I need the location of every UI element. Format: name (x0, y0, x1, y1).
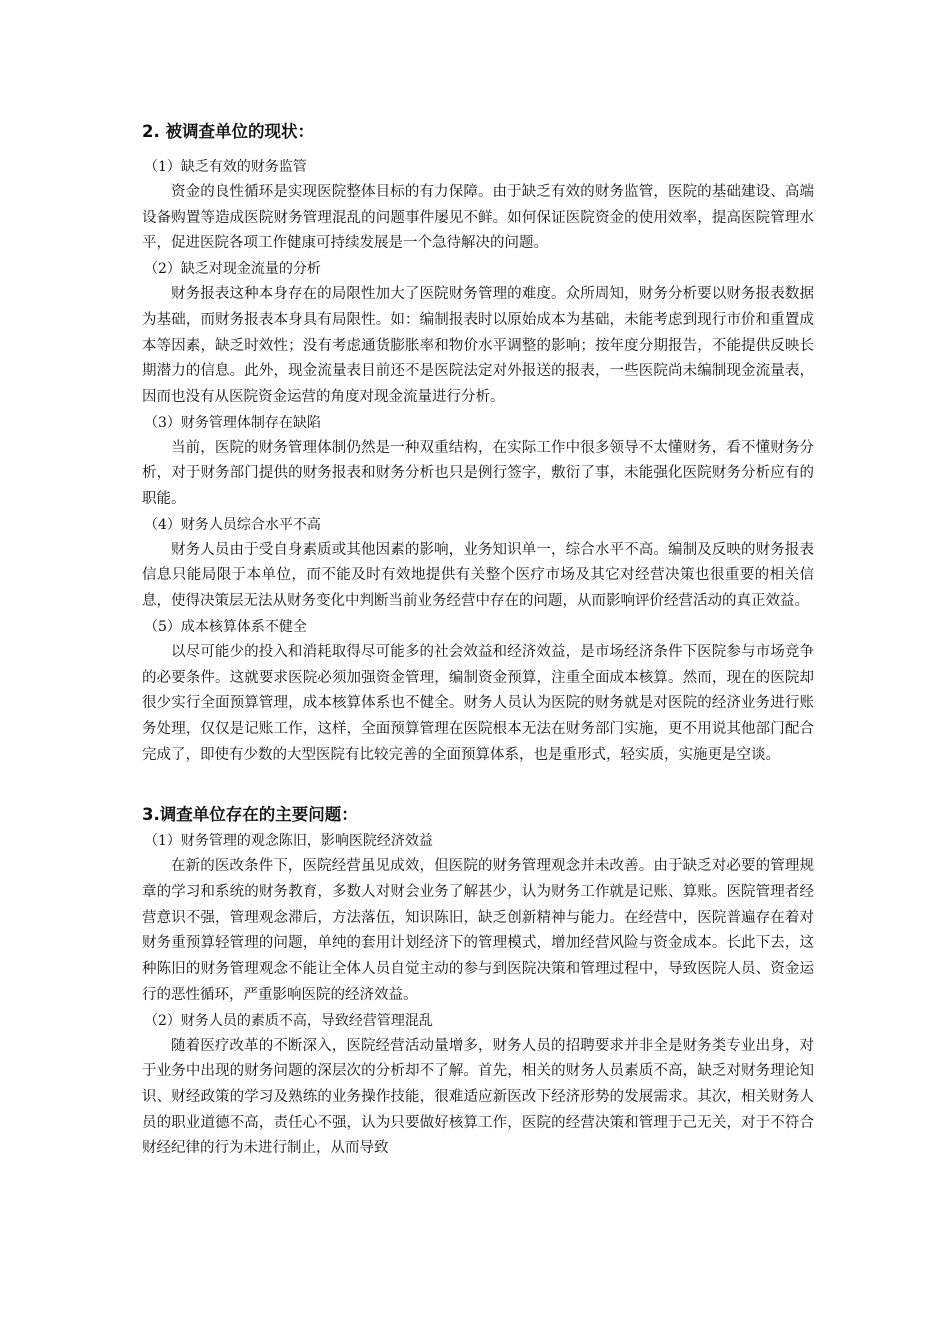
subsection-title: （4）财务人员综合水平不高 (144, 516, 321, 533)
paragraph: 财务报表这种本身存在的局限性加大了医院财务管理的难度。众所周知，财务分析要以财务报表数据为基础，而财务报表本身具有局限性。如：编制报表时以原始成本为基础，未能考虑到现行市价和重置成本等因素，缺乏时效性；没有考虑通货膨胀率和物价水平调整的影响；按年度分期报告，不能提供反映长期潜力的信息。此外，现金流量表目前还不是医院法定对外报送的报表，一些医院尚未编制现金流量表，因而也没有从医院资金运营的角度对现金流量进行分析。 (142, 286, 814, 405)
subsection-title: （2）缺乏对现金流量的分析 (144, 261, 321, 278)
section-heading-problems: 3.调查单位存在的主要问题： (142, 805, 358, 825)
spacer (142, 146, 814, 155)
section-heading-status: 2. 被调查单位的现状： (142, 122, 314, 141)
subsection-title: （5）成本核算体系不健全 (144, 618, 307, 635)
spacer (142, 768, 814, 801)
paragraph: 随着医疗改革的不断深入，医院经营活动量增多，财务人员的招聘要求并非全是财务类专业出身，对于业务中出现的财务问题的深层次的分析却不了解。首先，相关的财务人员素质不高，缺乏对财务理论知识、财经政策的学习及熟练的业务操作技能，很难适应新医改下经济形势的发展需求。其次，相关财务人员的职业道德不高，责任心不强，认为只要做好核算工作，医院的经营决策和管理于己无关，对于不符合财经纪律的行为未进行制止，从而导致 (142, 1037, 814, 1157)
paragraph: 财务人员由于受自身素质或其他因素的影响，业务知识单一，综合水平不高。编制及反映的财务报表信息只能局限于本单位，而不能及时有效地提供有关整个医疗市场及其它对经营决策也很重要的相关信息，使得决策层无法从财务变化中判断当前业务经营中存在的问题，从而影响评价经营活动的真正效益。 (142, 541, 814, 610)
paragraph: 在新的医改条件下，医院经营虽见成效，但医院的财务管理观念并未改善。由于缺乏对必要的管理规章的学习和系统的财务教育，多数人对财会业务了解甚少，认为财务工作就是记账、算账。医院管理者经营意识不强，管理观念滞后，方法落伍，知识陈旧，缺乏创新精神与能力。在经营中，医院普遍存在着对财务重预算轻管理的问题，单纯的套用计划经济下的管理模式，增加经营风险与资金成本。长此下去，这种陈旧的财务管理观念不能让全体人员自觉主动的参与到医院决策和管理过程中，导致医院人员、资金运行的恶性循环，严重影响医院的经济效益。 (142, 858, 814, 1003)
subsection-title: （3）财务管理体制存在缺陷 (144, 414, 321, 431)
subsection-title: （2）财务人员的素质不高，导致经营管理混乱 (144, 1012, 433, 1029)
paragraph: 以尽可能少的投入和消耗取得尽可能多的社会效益和经济效益，是市场经济条件下医院参与市场竞争的必要条件。这就要求医院必须加强资金管理，编制资金预算，注重全面成本核算。然而，现在的医院却很少实行全面预算管理，成本核算体系也不健全。财务人员认为医院的财务就是对医院的经济业务进行账务处理，仅仅是记账工作，这样，全面预算管理在医院根本无法在财务部门实施，更不用说其他部门配合完成了，即使有少数的大型医院有比较完善的全面预算体系，也是重形式，轻实质，实施更是空谈。 (142, 643, 814, 763)
subsection-title: （1）财务管理的观念陈旧，影响医院经济效益 (144, 833, 433, 850)
paragraph: 资金的良性循环是实现医院整体目标的有力保障。由于缺乏有效的财务监管，医院的基础建设、高端设备购置等造成医院财务管理混乱的问题事件屡见不鲜。如何保证医院资金的使用效率，提高医院管理水平，促进医院各项工作健康可持续发展是一个急待解决的问题。 (142, 184, 814, 252)
document-page (142, 118, 814, 1162)
subsection-title: （1）缺乏有效的财务监管 (144, 159, 307, 175)
paragraph: 当前，医院的财务管理体制仍然是一种双重结构，在实际工作中很多领导不太懂财务，看不懂财务分析，对于财务部门提供的财务报表和财务分析也只是例行签字，敷衍了事，未能强化医院财务分析应有的职能。 (142, 439, 814, 508)
